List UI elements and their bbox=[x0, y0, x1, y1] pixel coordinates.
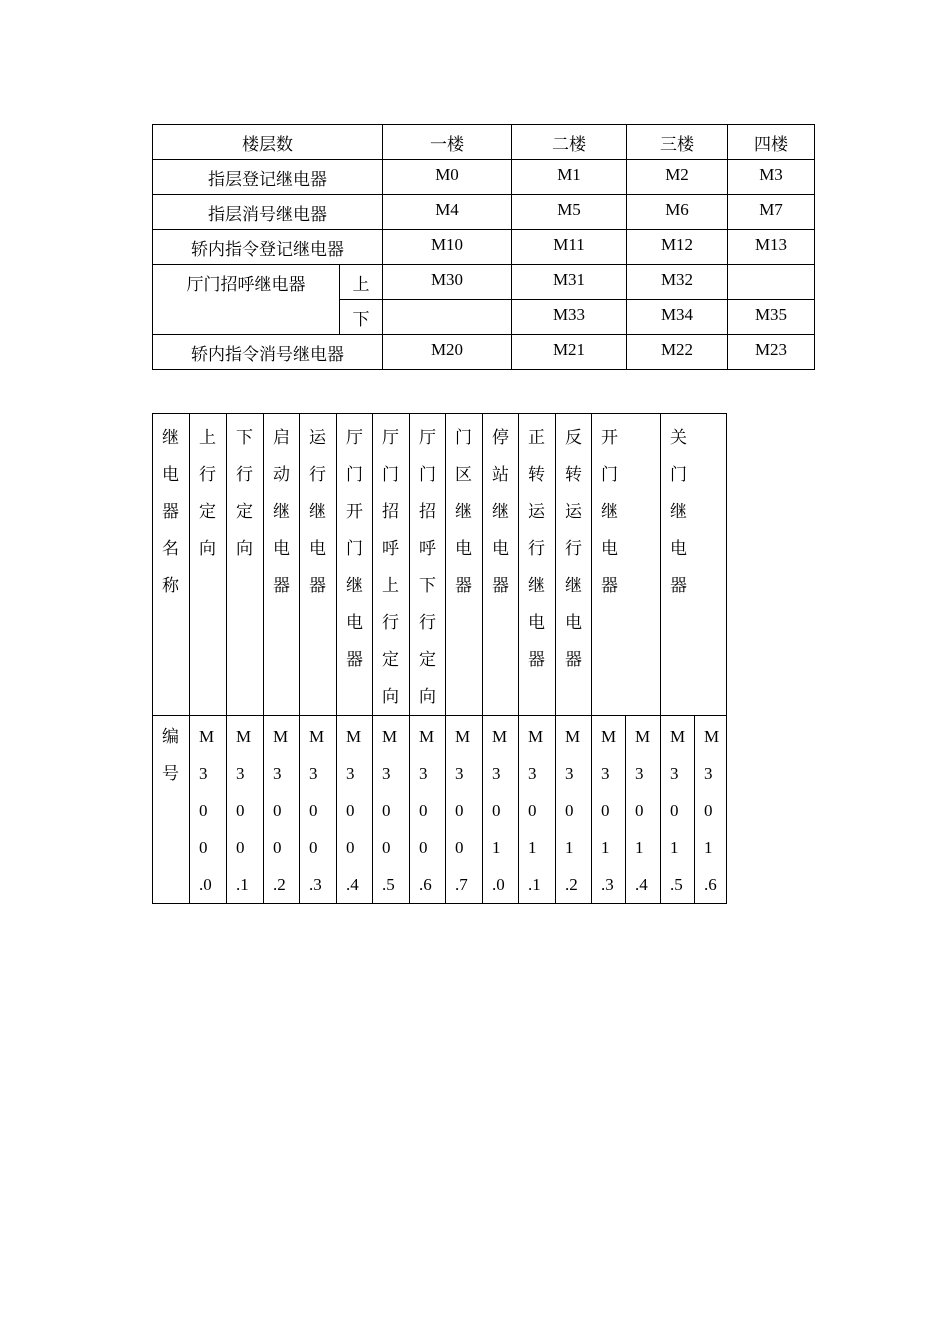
relay-name: 开 门 继 电 器 bbox=[601, 428, 618, 595]
table-cell: M32 bbox=[627, 265, 728, 300]
relay-name: 上 行 定 向 bbox=[199, 428, 216, 558]
relay-name: 关 门 继 电 器 bbox=[670, 428, 687, 595]
table-cell: M7 bbox=[728, 195, 815, 230]
code-cell bbox=[626, 716, 661, 904]
name-cell bbox=[227, 414, 264, 716]
name-cell bbox=[519, 414, 556, 716]
table-row bbox=[153, 335, 815, 370]
code-cell bbox=[556, 716, 592, 904]
relay-code: M 3 0 0 .5 bbox=[382, 727, 398, 894]
header-floor-3: 三楼 bbox=[627, 125, 728, 160]
table-cell: M33 bbox=[512, 300, 627, 335]
direction-down: 下 bbox=[340, 300, 383, 335]
name-header-cell bbox=[153, 414, 190, 716]
table-row bbox=[153, 265, 815, 300]
relay-name: 厅 门 开 门 继 电 器 bbox=[346, 428, 363, 669]
name-cell bbox=[264, 414, 300, 716]
name-cell bbox=[556, 414, 592, 716]
code-cell bbox=[300, 716, 337, 904]
table-cell: M3 bbox=[728, 160, 815, 195]
row-label-hall-call: 厅门招呼继电器 bbox=[153, 265, 340, 335]
table-row bbox=[153, 125, 815, 160]
name-cell bbox=[373, 414, 410, 716]
relay-code-table bbox=[152, 413, 727, 904]
table-cell: M21 bbox=[512, 335, 627, 370]
table-cell: M1 bbox=[512, 160, 627, 195]
code-cell bbox=[373, 716, 410, 904]
relay-name: 厅 门 招 呼 下 行 定 向 bbox=[419, 428, 436, 706]
name-cell bbox=[410, 414, 446, 716]
table-cell: M30 bbox=[383, 265, 512, 300]
table-cell: M22 bbox=[627, 335, 728, 370]
relay-code: M 3 0 0 .6 bbox=[419, 727, 435, 894]
relay-name: 下 行 定 向 bbox=[236, 428, 253, 558]
table-cell bbox=[383, 300, 512, 335]
relay-code: M 3 0 1 .0 bbox=[492, 727, 508, 894]
code-cell bbox=[190, 716, 227, 904]
relay-name: 停 站 继 电 器 bbox=[492, 428, 509, 595]
name-cell bbox=[337, 414, 373, 716]
header-floor-1: 一楼 bbox=[383, 125, 512, 160]
table-cell: M2 bbox=[627, 160, 728, 195]
table-cell: M23 bbox=[728, 335, 815, 370]
table-row bbox=[153, 160, 815, 195]
table-row bbox=[153, 414, 727, 716]
relay-code: M 3 0 0 .1 bbox=[236, 727, 252, 894]
relay-name: 启 动 继 电 器 bbox=[273, 428, 290, 595]
direction-up: 上 bbox=[340, 265, 383, 300]
relay-code: M 3 0 1 .2 bbox=[565, 727, 581, 894]
table-row bbox=[153, 230, 815, 265]
table-cell: M13 bbox=[728, 230, 815, 265]
table-cell: M35 bbox=[728, 300, 815, 335]
table-cell: M20 bbox=[383, 335, 512, 370]
relay-name: 运 行 继 电 器 bbox=[309, 428, 326, 595]
table-cell: M10 bbox=[383, 230, 512, 265]
name-cell bbox=[483, 414, 519, 716]
table-cell: M12 bbox=[627, 230, 728, 265]
name-cell bbox=[661, 414, 727, 716]
table-cell: M11 bbox=[512, 230, 627, 265]
code-header: 编 号 bbox=[162, 727, 179, 783]
table-row bbox=[153, 716, 727, 904]
row-label: 轿内指令登记继电器 bbox=[153, 230, 383, 265]
name-cell bbox=[190, 414, 227, 716]
row-label: 指层消号继电器 bbox=[153, 195, 383, 230]
relay-code: M 3 0 1 .1 bbox=[528, 727, 544, 894]
relay-code: M 3 0 0 .7 bbox=[455, 727, 471, 894]
code-cell bbox=[264, 716, 300, 904]
relay-code: M 3 0 1 .5 bbox=[670, 727, 686, 894]
code-cell bbox=[695, 716, 727, 904]
code-cell bbox=[661, 716, 695, 904]
relay-code: M 3 0 0 .4 bbox=[346, 727, 362, 894]
relay-code: M 3 0 0 .0 bbox=[199, 727, 215, 894]
table-cell: M4 bbox=[383, 195, 512, 230]
code-cell bbox=[592, 716, 626, 904]
table-cell: M5 bbox=[512, 195, 627, 230]
relay-name: 正 转 运 行 继 电 器 bbox=[528, 428, 545, 669]
relay-name: 厅 门 招 呼 上 行 定 向 bbox=[382, 428, 399, 706]
header-floor-4: 四楼 bbox=[728, 125, 815, 160]
code-cell bbox=[446, 716, 483, 904]
header-floor-count: 楼层数 bbox=[153, 125, 383, 160]
name-header: 继 电 器 名 称 bbox=[162, 428, 179, 595]
floor-relay-table bbox=[152, 124, 815, 370]
relay-code: M 3 0 1 .6 bbox=[704, 727, 720, 894]
code-header-cell bbox=[153, 716, 190, 904]
row-label: 轿内指令消号继电器 bbox=[153, 335, 383, 370]
table-cell: M31 bbox=[512, 265, 627, 300]
table-cell: M6 bbox=[627, 195, 728, 230]
relay-code: M 3 0 0 .3 bbox=[309, 727, 325, 894]
table-cell: M34 bbox=[627, 300, 728, 335]
table-cell: M0 bbox=[383, 160, 512, 195]
header-floor-2: 二楼 bbox=[512, 125, 627, 160]
relay-name: 门 区 继 电 器 bbox=[455, 428, 472, 595]
code-cell bbox=[483, 716, 519, 904]
name-cell bbox=[446, 414, 483, 716]
table-row bbox=[153, 195, 815, 230]
row-label: 指层登记继电器 bbox=[153, 160, 383, 195]
name-cell bbox=[592, 414, 661, 716]
relay-code: M 3 0 0 .2 bbox=[273, 727, 289, 894]
name-cell bbox=[300, 414, 337, 716]
relay-code: M 3 0 1 .4 bbox=[635, 727, 651, 894]
code-cell bbox=[519, 716, 556, 904]
code-cell bbox=[227, 716, 264, 904]
table-cell bbox=[728, 265, 815, 300]
relay-code: M 3 0 1 .3 bbox=[601, 727, 617, 894]
relay-name: 反 转 运 行 继 电 器 bbox=[565, 428, 582, 669]
code-cell bbox=[410, 716, 446, 904]
code-cell bbox=[337, 716, 373, 904]
